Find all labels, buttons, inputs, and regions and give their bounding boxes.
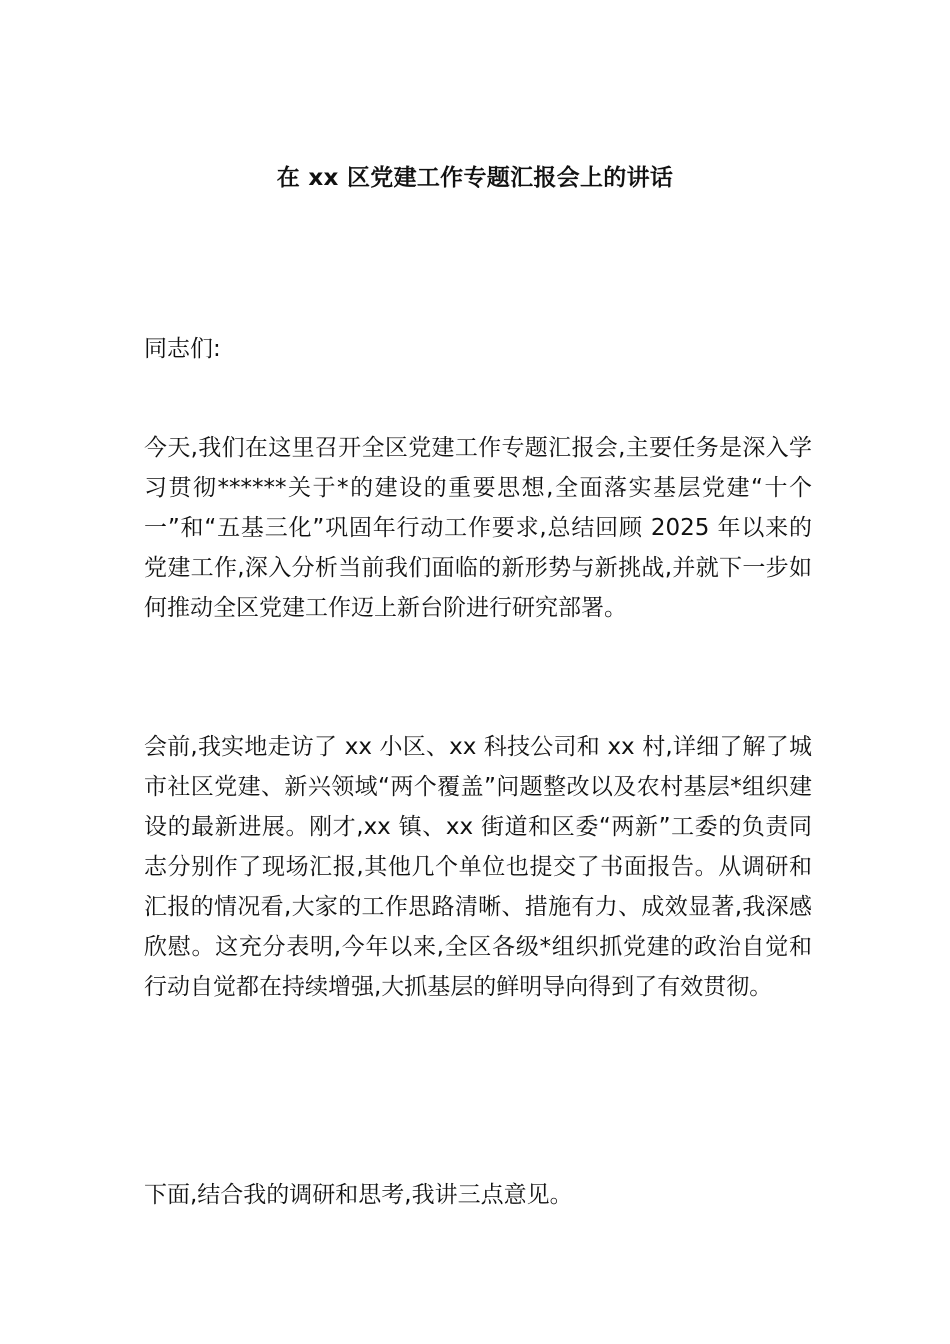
paragraph-3: 下面,结合我的调研和思考,我讲三点意见。	[144, 1182, 573, 1208]
document-title: 在 xx 区党建工作专题汇报会上的讲话	[276, 165, 674, 191]
paragraph-2: 会前,我实地走访了 xx 小区、xx 科技公司和 xx 村,详细了解了城市社区党建、新兴领域“两个覆盖”问题整改以及农村基层*组织建设的最新进展。刚才,xx 镇、xx 街道和区委“两新”工委的负责同志分别作了现场汇报,其他几个单位也提交了书面报告。从调研和汇报的情况看,大家的工作思路清晰、措施有力、成效显著,我深感欣慰。这充分表明,今年以来,全区各级*组织抓党建的政治自觉和行动自觉都在持续增强,大抓基层的鲜明导向得到了有效贯彻。	[144, 734, 812, 1000]
salutation: 同志们:	[144, 336, 221, 362]
paragraph-1: 今天,我们在这里召开全区党建工作专题汇报会,主要任务是深入学习贯彻******关于*的建设的重要思想,全面落实基层党建“十个一”和“五基三化”巩固年行动工作要求,总结回顾 2025 年以来的党建工作,深入分析当前我们面临的新形势与新挑战,并就下一步如何推动全区党建工作迈上新台阶进行研究部署。	[144, 435, 812, 621]
